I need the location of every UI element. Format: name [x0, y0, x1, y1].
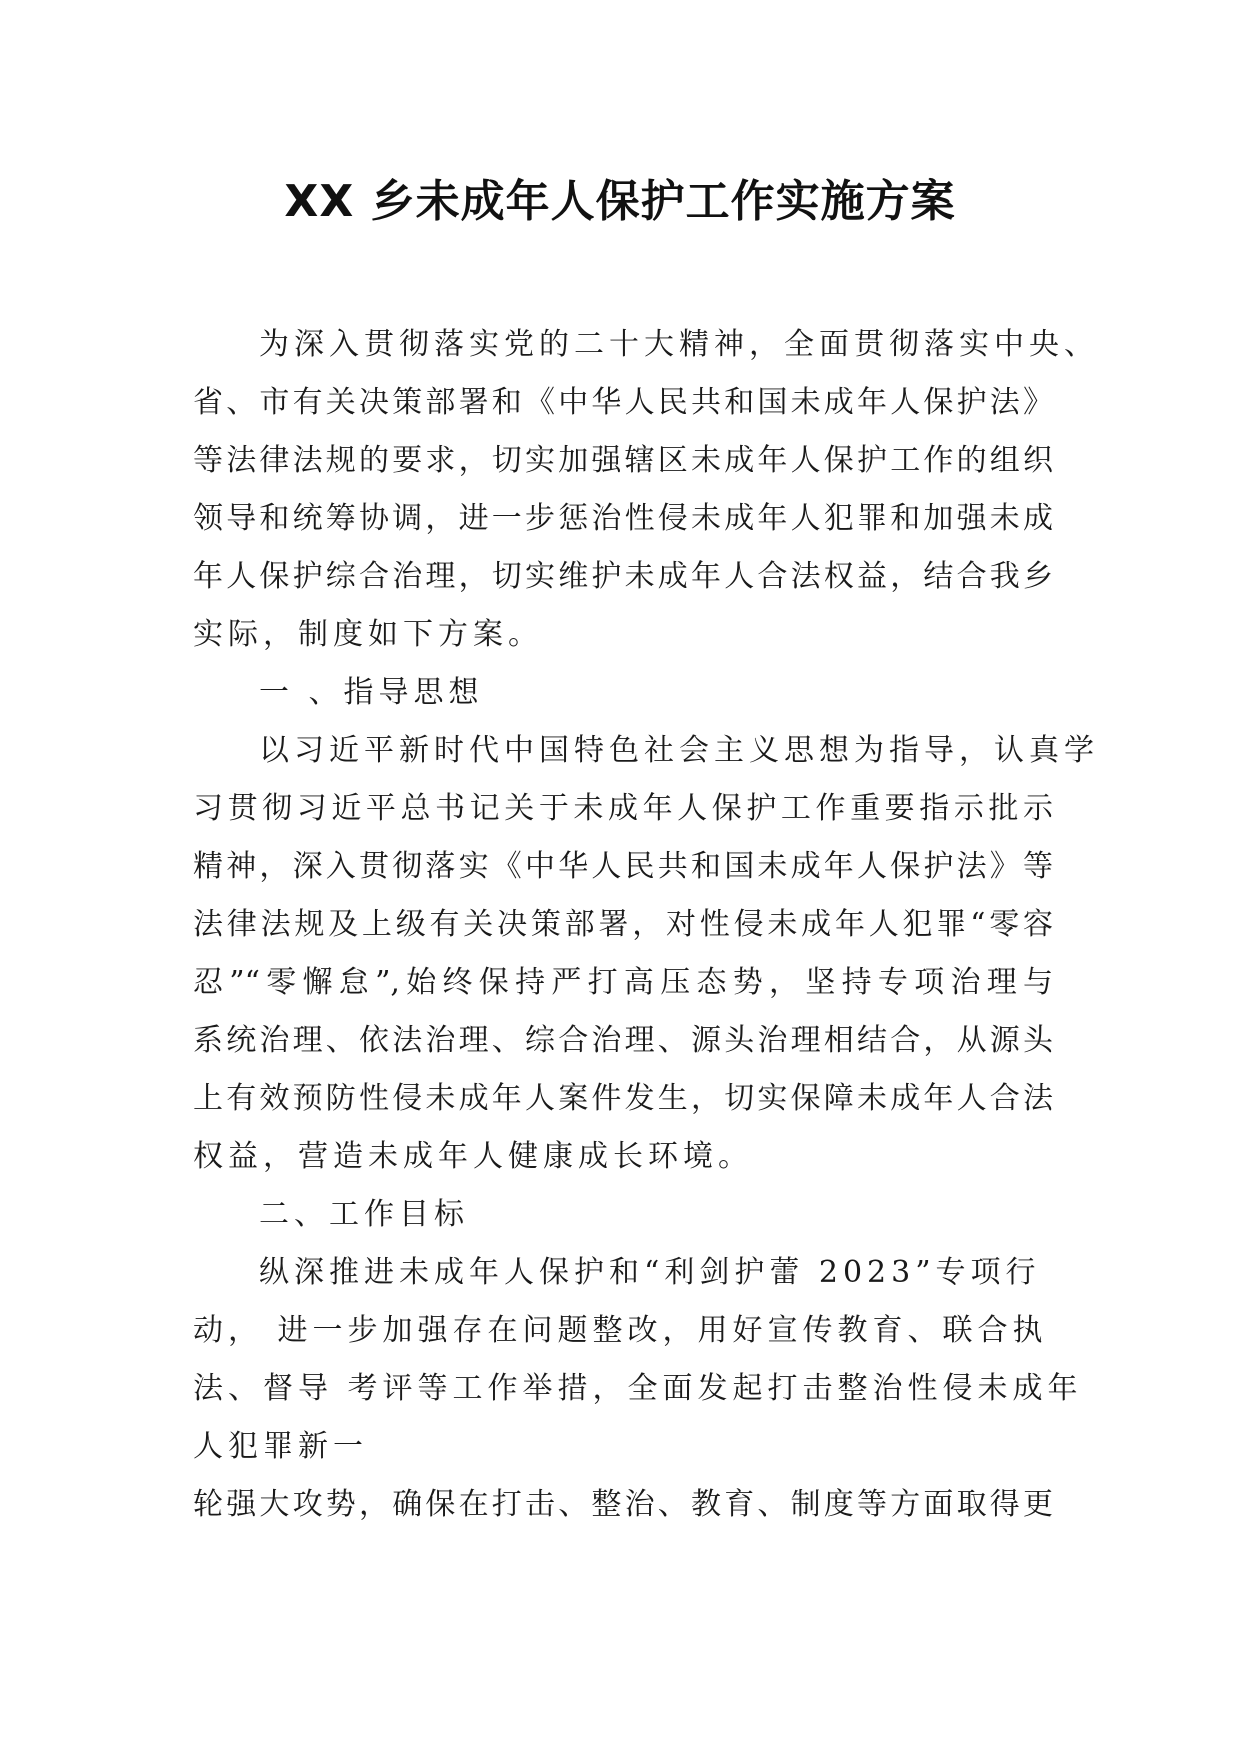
- section-heading: 一 、指导思想: [259, 675, 484, 710]
- paragraph-line: 精神，深入贯彻落实《中华人民共和国未成年人保护法》等: [193, 849, 1053, 884]
- document-title: XX 乡未成年人保护工作实施方案: [284, 176, 956, 227]
- paragraph-line: 省、市有关决策部署和《中华人民共和国未成年人保护法》: [193, 385, 1053, 420]
- paragraph-line: 上有效预防性侵未成年人案件发生，切实保障未成年人合法: [193, 1081, 1053, 1116]
- paragraph-line: 领导和统筹协调，进一步惩治性侵未成年人犯罪和加强未成: [193, 501, 1053, 536]
- paragraph-line: 忍”“零懈怠”,始终保持严打高压态势，坚持专项治理与: [193, 965, 1053, 1000]
- paragraph-line: 纵深推进未成年人保护和“利剑护蕾 2023”专项行: [259, 1255, 1041, 1290]
- paragraph-line: 动， 进一步加强存在问题整改，用好宣传教育、联合执: [193, 1313, 1048, 1348]
- paragraph-line: 轮强大攻势，确保在打击、整治、教育、制度等方面取得更: [193, 1487, 1053, 1522]
- paragraph-line: 系统治理、依法治理、综合治理、源头治理相结合，从源头: [193, 1023, 1053, 1058]
- section-heading: 二、工作目标: [259, 1197, 469, 1232]
- paragraph-line: 年人保护综合治理，切实维护未成年人合法权益，结合我乡: [193, 559, 1053, 594]
- paragraph-line: 权益，营造未成年人健康成长环境。: [193, 1139, 753, 1174]
- paragraph-line: 为深入贯彻落实党的二十大精神，全面贯彻落实中央、: [259, 327, 1099, 362]
- paragraph-line: 法律法规及上级有关决策部署，对性侵未成年人犯罪“零容: [193, 907, 1053, 942]
- document-body: [193, 316, 1099, 1534]
- paragraph-line: 等法律法规的要求，切实加强辖区未成年人保护工作的组织: [193, 443, 1053, 478]
- paragraph-line: 法、督导 考评等工作举措，全面发起打击整治性侵未成年: [193, 1371, 1083, 1406]
- paragraph-line: 习贯彻习近平总书记关于未成年人保护工作重要指示批示: [193, 791, 1053, 826]
- paragraph-line: 以习近平新时代中国特色社会主义思想为指导，认真学: [259, 733, 1099, 768]
- paragraph-line: 人犯罪新一: [193, 1429, 368, 1464]
- paragraph-line: 实际，制度如下方案。: [193, 617, 543, 652]
